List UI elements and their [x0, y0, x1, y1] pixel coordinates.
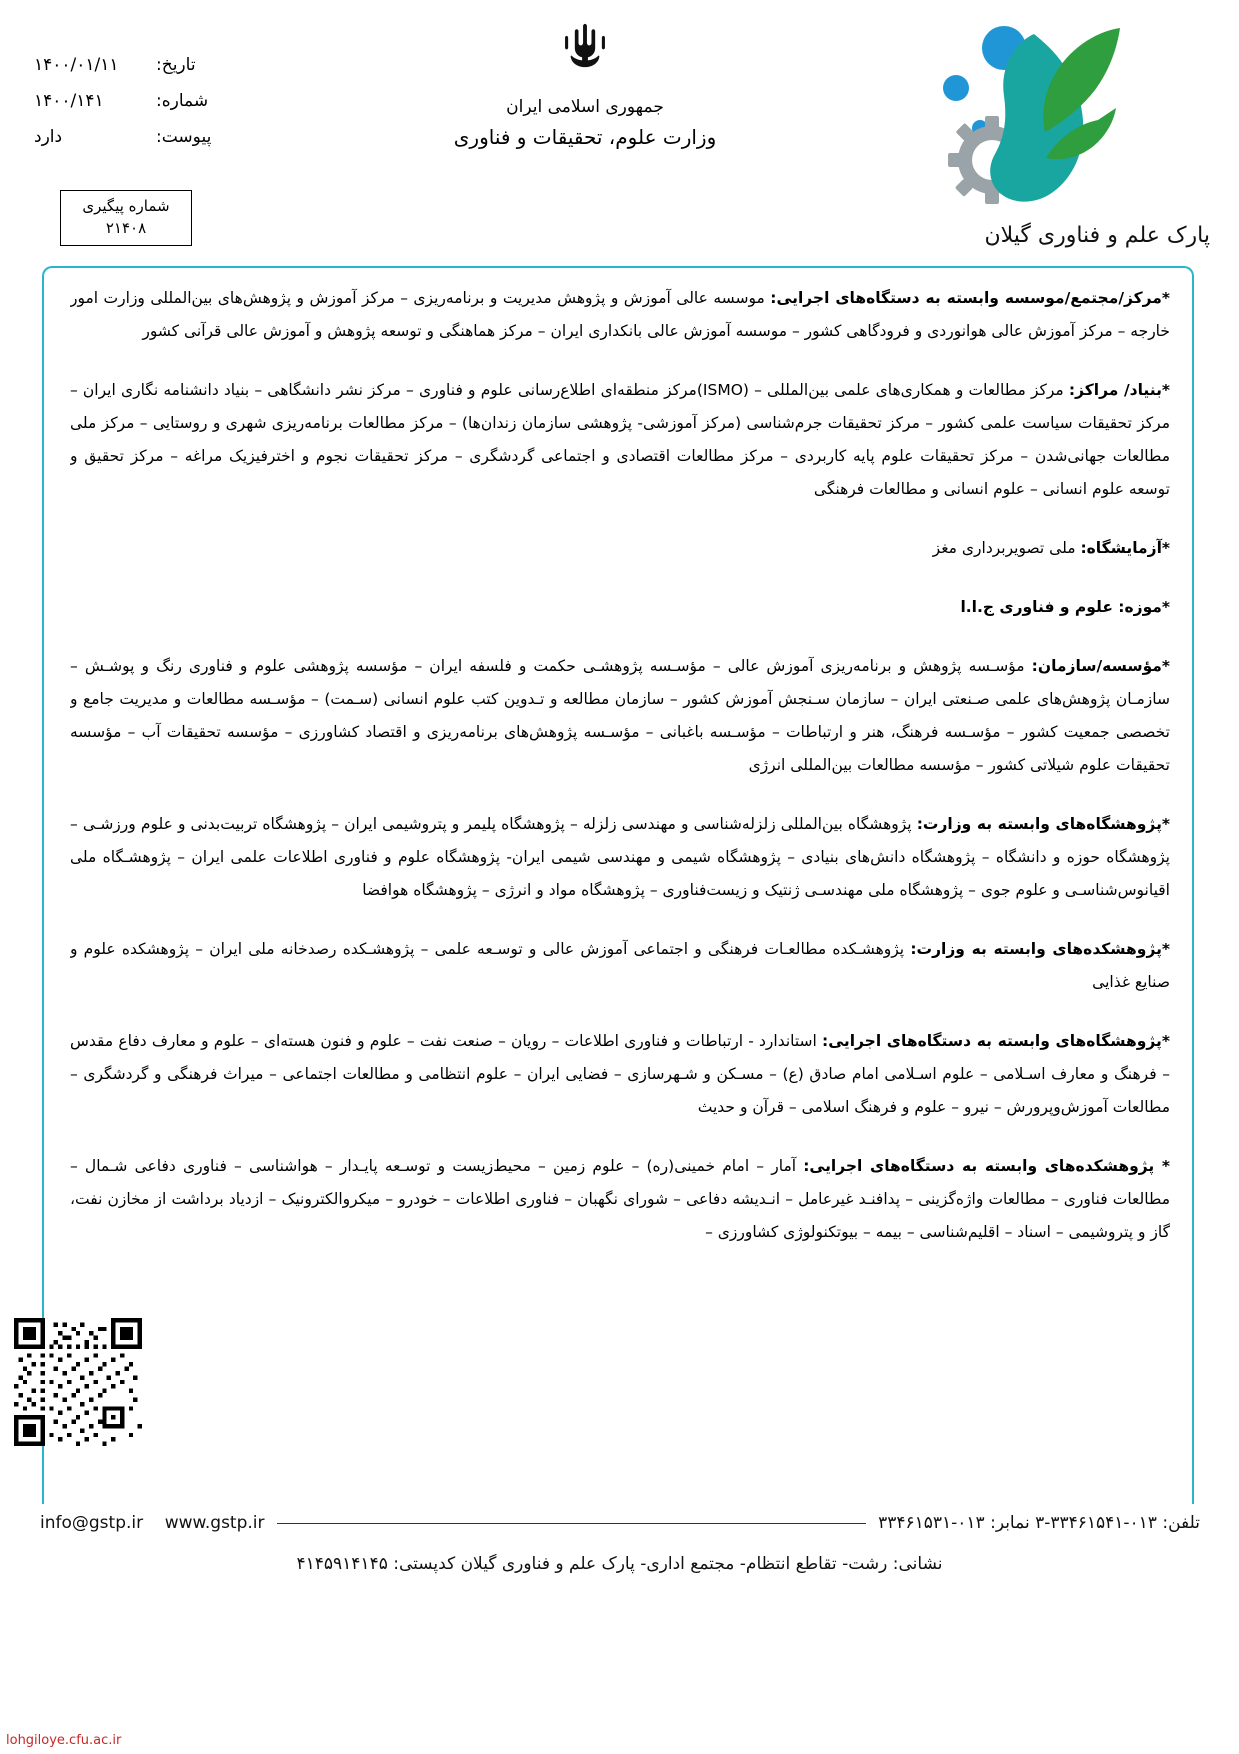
meta-label-number: شماره:: [156, 91, 209, 111]
paragraph-mooze: [70, 591, 1170, 624]
paragraph-text: استاندارد - ارتباطات و فناوری اطلاعات – رویان – صنعت نفت – علوم و فنون هسته‌ای – علوم و معارف دفاع مقدس – فرهنگ و معارف اسـلامی – علوم اسـلامی امام صادق (ع) – مسـکن و شـهرسازی – فضایی ایران – علوم انتظامی و مطالعات اجتماعی – میراث فرهنگی و گردشگری – مطالعات آموزش‌وپرورش – نیرو – علوم و فرهنگ اسلامی – قرآن و حدیث: [70, 1032, 1170, 1116]
tracking-value: ۲۱۴۰۸: [105, 219, 147, 237]
paragraph-bonyad-marakez: [70, 374, 1170, 506]
footer-phone: [878, 1513, 1200, 1533]
letter-meta: [34, 55, 254, 163]
paragraph-text: مؤسـسه پژوهش و برنامه‌ریزی آموزش عالی – مؤسـسه پژوهشـی حکمت و فلسفه ایران – مؤسسه پژوهشی علوم و فناوری رنگ و پوشـش – سازمـان پژوهش‌های علمی صـنعتی ایران – سازمان سـنجش آموزش کشور – سازمان مطالعه و تـدوین کتب علوم انسانی (سـمت) – مؤسـسه مطالعات و مدیریت جامع و تخصصی جمعیت کشور – مؤسـسه فرهنگ، هنر و ارتباطات – مؤسـسه باغبانی – مؤسـسه پژوهش‌های برنامه‌ریزی و اقتصاد کشاورزی – مؤسسه تحقیقات آب – مؤسسه تحقیقات علوم شیلاتی کشور – مؤسسه مطالعات بین‌المللی انرژی: [70, 657, 1170, 774]
paragraph-lead: *موزه: علوم و فناوری ج.ا.ا: [960, 598, 1170, 616]
paragraph-text: آمار – امام خمینی(ره) – علوم زمین – محیط‌زیست و توسـعه پایـدار – هواشناسی – فناوری دفاعی شـمال – مطالعات فناوری – مطالعات واژه‌گزینی – پدافنـد غیرعامل – انـدیشه دفاعی – شورای نگهبان – فناوری اطلاعات – خودرو – میکروالکترونیک – ازدیاد برداشت از مخازن نفت، گاز و پتروشیمی – اسناد – اقلیم‌شناسی – بیمه – بیوتکنولوژی کشاورزی –: [70, 1157, 1170, 1241]
ministry-line-2: وزارت علوم، تحقیقات و فناوری: [453, 125, 717, 149]
paragraph-lead: *مؤسسه/سازمان:: [1031, 657, 1170, 675]
footer-website[interactable]: www.gstp.ir: [164, 1513, 265, 1533]
paragraph-lead: *پژوهشکده‌های وابسته به وزارت:: [910, 940, 1170, 958]
paragraph-lead: *آزمایشگاه:: [1080, 539, 1170, 557]
paragraph-azmayeshgah: [70, 532, 1170, 565]
meta-value-attachment: دارد: [34, 127, 63, 147]
footer-phone-value: ۰۱۳-۳۳۴۶۱۵۴۱-۳: [1035, 1513, 1157, 1533]
park-logo: [830, 10, 1220, 260]
paragraph-lead: *بنیاد/ مراکز:: [1068, 381, 1170, 399]
paragraph-moassese-sazman: [70, 650, 1170, 782]
footer-divider: [277, 1523, 867, 1524]
logo-caption: پارک علم و فناوری گیلان: [984, 223, 1210, 248]
meta-row-number: [34, 91, 254, 111]
footer-fax-label: نمابر:: [990, 1513, 1030, 1533]
ministry-block: [440, 18, 730, 149]
letterhead-header: [0, 0, 1239, 265]
letterhead-footer: [0, 1506, 1239, 1754]
letter-body: [70, 282, 1170, 1497]
paragraph-text: پژوهشـکده مطالعـات فرهنگی و اجتماعی آموزش عالی و توسـعه علمی – پژوهشـکده رصدخانه ملی ایران – پژوهشکده علوم و صنایع غذایی: [70, 940, 1170, 991]
paragraph-lead: *پژوهشگاه‌های وابسته به وزارت:: [916, 815, 1170, 833]
footer-phone-label: تلفن:: [1162, 1513, 1200, 1533]
footer-contact-row: [40, 1506, 1200, 1540]
tracking-number-box: [60, 190, 192, 246]
paragraph-lead: * پژوهشکده‌های وابسته به دستگاه‌های اجرایی:: [803, 1157, 1170, 1175]
footer-fax-value: ۰۱۳-۳۳۴۶۱۵۳۱: [878, 1513, 985, 1533]
paragraph-text: مرکز مطالعات و همکاری‌های علمی بین‌المللی – (ISMO)مرکز منطقه‌ای اطلاع‌رسانی علوم و فناوری – مرکز نشر دانشگاهی – بنیاد دانشنامه نگاری ایران – مرکز تحقیقات سیاست علمی کشور – مرکز تحقیقات جرم‌شناسی (مرکز آموزشی- پژوهشی سازمان زندان‌ها) – مرکز مطالعات برنامه‌ریزی شهری و روستایی – مرکز ملی مطالعات جهانی‌شدن – مرکز تحقیقات علوم پایه کاربردی – مرکز مطالعات اقتصادی و اجتماعی گردشگری – مرکز تحقیقات نجوم و اخترفیزیک مراغه – مرکز تحقیق و توسعه علوم انسانی – علوم انسانی و مطالعات فرهنگی: [70, 381, 1170, 498]
paragraph-pajhouheshgah-ejraei: [70, 1025, 1170, 1124]
paragraph-lead: *پژوهشگاه‌های وابسته به دستگاه‌های اجرایی:: [822, 1032, 1170, 1050]
footer-email[interactable]: info@gstp.ir: [40, 1513, 144, 1533]
meta-row-attachment: [34, 127, 254, 147]
footer-address: رشت- تقاطع انتظام- مجتمع اداری- پارک علم و فناوری گیلان کدپستی: ۴۱۴۵۹۱۴۱۴۵: [296, 1554, 888, 1574]
meta-value-number: ۱۴۰۰/۱۴۱: [34, 91, 104, 111]
paragraph-text: پژوهشگاه بین‌المللی زلزله‌شناسی و مهندسی زلزله – پژوهشگاه پلیمر و پتروشیمی ایران – پژوهشگاه تربیت‌بدنی و علوم ورزشـی – پژوهشگاه حوزه و دانشگاه – پژوهشگاه دانش‌های بنیادی – پژوهشگاه شیمی و مهندسی شیمی ایران- پژوهشگاه علوم و فناوری اطلاعات علمی ایران – پژوهشـگاه ملی اقیانوس‌شناسـی و علوم جوی – پژوهشگاه ملی مهندسـی ژنتیک و زیست‌فناوری – پژوهشگاه مواد و انرژی – پژوهشگاه هوافضا: [70, 815, 1170, 899]
footer-address-label: نشانی:: [892, 1554, 943, 1574]
qr-code: [14, 1318, 142, 1446]
paragraph-text: موسسه عالی آموزش و پژوهش مدیریت و برنامه‌ریزی – مرکز آموزش و پژوهش‌های بین‌المللی وزارت امور خارجه – مرکز آموزش عالی هوانوردی و فرودگاهی کشور – موسسه آموزش عالی بانکداری ایران – مرکز هماهنگی و توسعه پژوهش و آموزش عالی قرآنی کشور: [70, 289, 1170, 340]
paragraph-pajhouheshkade-ejraei: [70, 1150, 1170, 1249]
watermark-text: lohgiloye.cfu.ac.ir: [6, 1733, 122, 1748]
meta-value-date: ۱۴۰۰/۰۱/۱۱: [34, 55, 119, 75]
paragraph-lead: *مرکز/مجتمع/موسسه وابسته به دستگاه‌های اجرایی:: [770, 289, 1170, 307]
meta-row-date: [34, 55, 254, 75]
paragraph-markaz-mojtame: [70, 282, 1170, 348]
meta-label-date: تاریخ:: [156, 55, 196, 75]
ministry-line-1: جمهوری اسلامی ایران: [506, 97, 664, 117]
footer-address-row: [0, 1554, 1239, 1574]
paragraph-pajhouheshkade-vezarat: [70, 933, 1170, 999]
iran-emblem-icon: [440, 18, 730, 93]
footer-web-email: [40, 1513, 265, 1533]
meta-label-attachment: پیوست:: [156, 127, 212, 147]
paragraph-pajhouheshgah-vezarat: [70, 808, 1170, 907]
tracking-label: شماره پیگیری: [82, 197, 170, 215]
paragraph-text: ملی تصویربرداری مغز: [932, 539, 1081, 557]
